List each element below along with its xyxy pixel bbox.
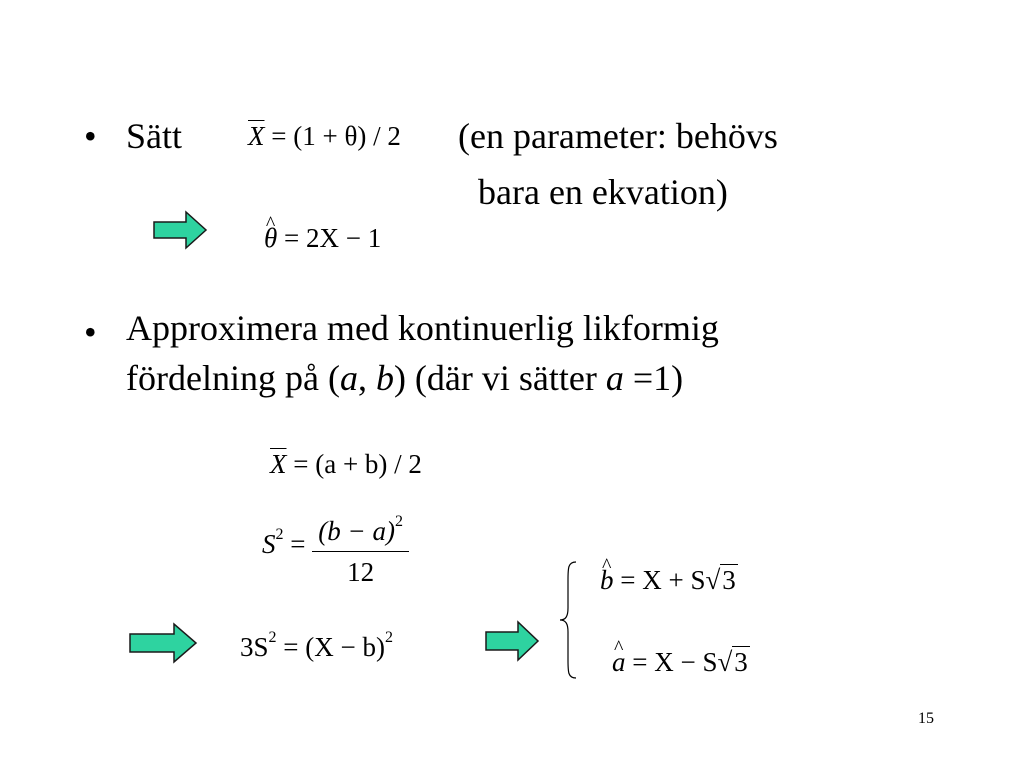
- radicand: 3: [722, 565, 736, 595]
- exponent: 2: [394, 513, 403, 530]
- equation-b-hat: [600, 564, 738, 596]
- var-b: b: [375, 358, 394, 398]
- var-a: a: [339, 358, 358, 398]
- equation-3s2: [240, 622, 393, 663]
- text-segment: ) (där vi sätter: [393, 358, 606, 398]
- fraction-denominator: 12: [347, 557, 375, 587]
- exponent: 2: [268, 629, 277, 646]
- equation-rhs: = (1 + θ) / 2: [271, 121, 401, 151]
- equation-variance: [262, 506, 409, 588]
- var-a: a: [605, 358, 624, 398]
- equals-sign: =: [290, 529, 306, 560]
- text-segment: =1): [623, 358, 684, 398]
- equation-a-hat: [612, 646, 750, 678]
- bullet-1-lead: Sätt: [126, 116, 183, 156]
- exponent: 2: [384, 629, 393, 646]
- fraction: [312, 506, 409, 588]
- right-arrow-icon: [152, 210, 208, 250]
- bullet-marker-1: •: [84, 116, 97, 156]
- radicand: 3: [734, 647, 748, 677]
- exponent: 2: [275, 526, 284, 544]
- bullet-1-note-line-2: bara en ekvation): [478, 172, 728, 212]
- equation-rhs: = X − S: [632, 647, 718, 677]
- page-number: 15: [918, 710, 934, 727]
- a-hat: ^ a: [612, 646, 626, 678]
- x-bar: $\overline{X}$: [270, 449, 287, 479]
- bullet-2-line-1: Approximera med kontinuerlig likformig: [126, 308, 719, 348]
- equation-rhs: = 2X − 1: [284, 223, 382, 253]
- numerator-text: (b − a): [318, 516, 395, 546]
- right-arrow-icon: [484, 620, 540, 662]
- right-arrow-icon: [128, 622, 198, 664]
- equation-mean-ab: [270, 448, 422, 480]
- equation-mean-theta: [248, 120, 401, 152]
- square-root: √3: [717, 647, 748, 677]
- text-segment: fördelning på (: [126, 358, 340, 398]
- equation-theta-hat: [264, 222, 381, 254]
- text-segment: ,: [357, 358, 376, 398]
- x-bar: $\overline{X}$: [248, 121, 265, 151]
- bullet-2-line-2: [126, 354, 683, 402]
- b-hat: ^ b: [600, 564, 614, 596]
- s-symbol: S: [262, 529, 276, 560]
- theta-hat: ^ θ: [264, 222, 277, 254]
- left-brace-icon: [558, 560, 580, 680]
- bullet-1-note-line-1: (en parameter: behövs: [458, 116, 778, 156]
- equation-rhs: = X + S: [620, 565, 706, 595]
- fraction-numerator: [312, 506, 409, 552]
- equation-rhs: = (a + b) / 2: [293, 449, 422, 479]
- square-root: √3: [705, 565, 736, 595]
- equation-rhs: = (X − b): [283, 632, 385, 662]
- bullet-marker-2: •: [84, 312, 97, 352]
- coefficient: 3S: [240, 632, 269, 662]
